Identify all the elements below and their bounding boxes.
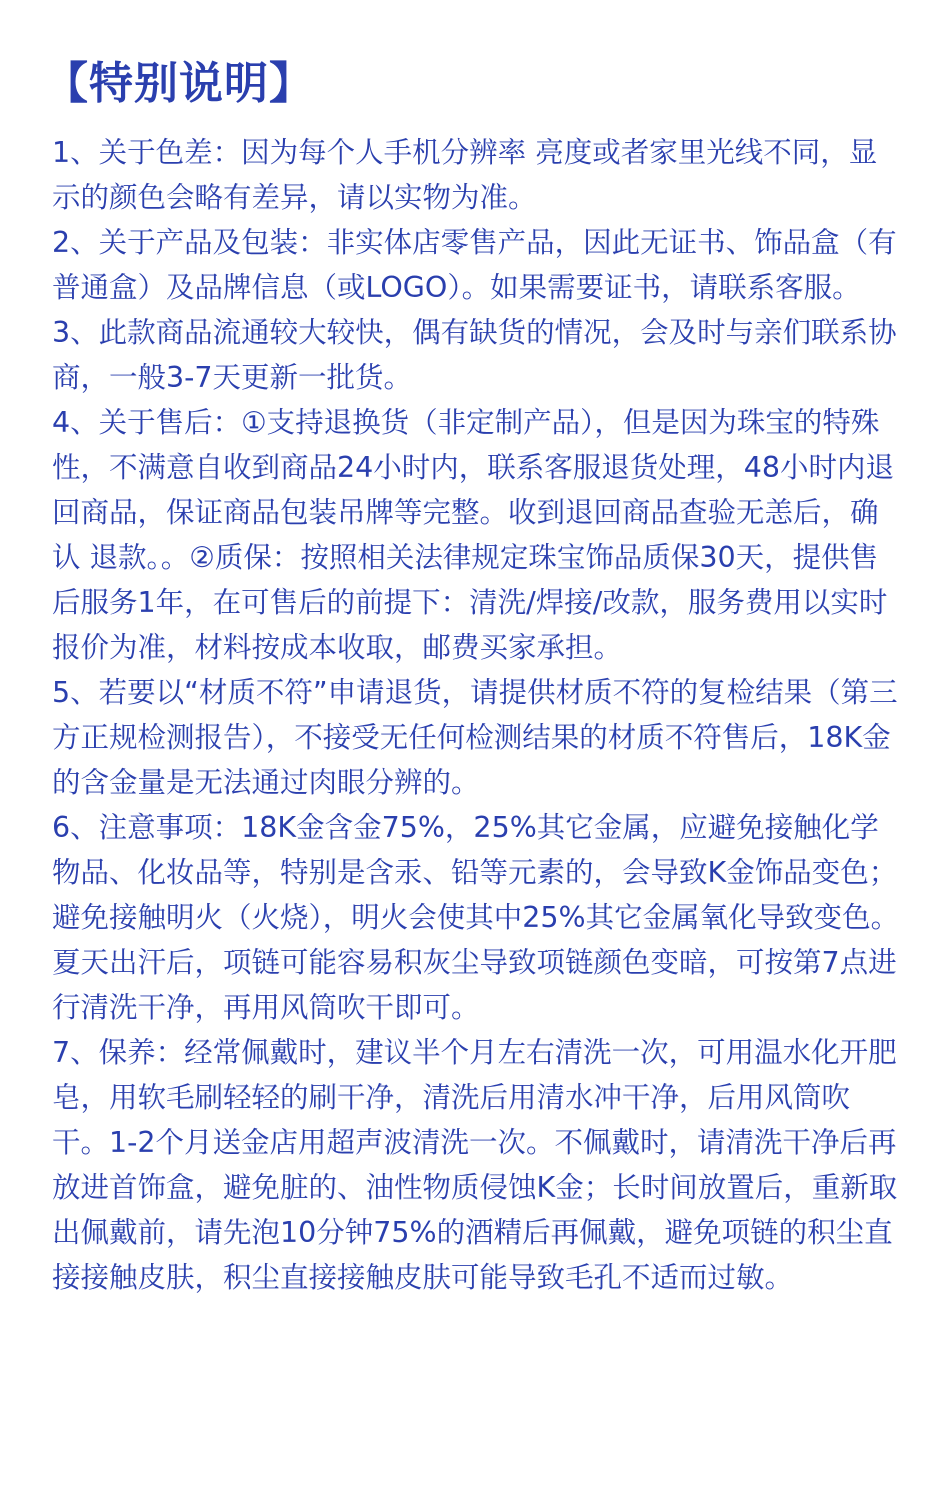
page-title: 【特别说明】 (44, 58, 314, 109)
note-material-return: 5、若要以“材质不符”申请退货，请提供材质不符的复检结果（第三方正规检测报告），不接受无任何检测结果的材质不符售后，18K金的含金量是无法通过肉眼分辨的。 (52, 676, 898, 799)
note-maintenance: 7、保养：经常佩戴时，建议半个月左右清洗一次，可用温水化开肥皂，用软毛刷轻轻的刷干净，清洗后用清水冲干净，后用风筒吹干。1-2个月送金店用超声波清洗一次。不佩戴时，请清洗干净后再放进首饰盒，避免脏的、油性物质侵蚀K金；长时间放置后，重新取出佩戴前，请先泡10分钟75%的酒精后再佩戴，避免项链的积尘直接接触皮肤，积尘直接接触皮肤可能导致毛孔不适而过敏。 (52, 1036, 898, 1294)
note-color-difference: 1、关于色差：因为每个人手机分辨率 亮度或者家里光线不同，显示的颜色会略有差异，请以实物为准。 (52, 136, 878, 214)
notes-list (52, 130, 901, 1300)
note-precautions: 6、注意事项：18K金含金75%，25%其它金属，应避免接触化学物品、化妆品等，特别是含汞、铅等元素的，会导致K金饰品变色；避免接触明火（火烧），明火会使其中25%其它金属氧化导致变色。夏天出汗后，项链可能容易积灰尘导致项链颜色变暗，可按第7点进行清洗干净，再用风筒吹干即可。 (52, 811, 900, 1024)
note-stock-availability: 3、此款商品流通较大较快，偶有缺货的情况，会及时与亲们联系协商，一般3-7天更新一批货。 (52, 316, 897, 394)
note-after-sales: 4、关于售后：①支持退换货（非定制产品），但是因为珠宝的特殊性，不满意自收到商品24小时内，联系客服退货处理，48小时内退回商品，保证商品包装吊牌等完整。收到退回商品查验无恙后，确认 退款。。②质保：按照相关法律规定珠宝饰品质保30天，提供售后服务1年，在可售后的前提下：清洗/焊接/改款，服务费用以实时报价为准，材料按成本收取，邮费买家承担。 (52, 406, 895, 664)
note-product-packaging: 2、关于产品及包装：非实体店零售产品，因此无证书、饰品盒（有普通盒）及品牌信息（或LOGO）。如果需要证书，请联系客服。 (52, 226, 897, 304)
